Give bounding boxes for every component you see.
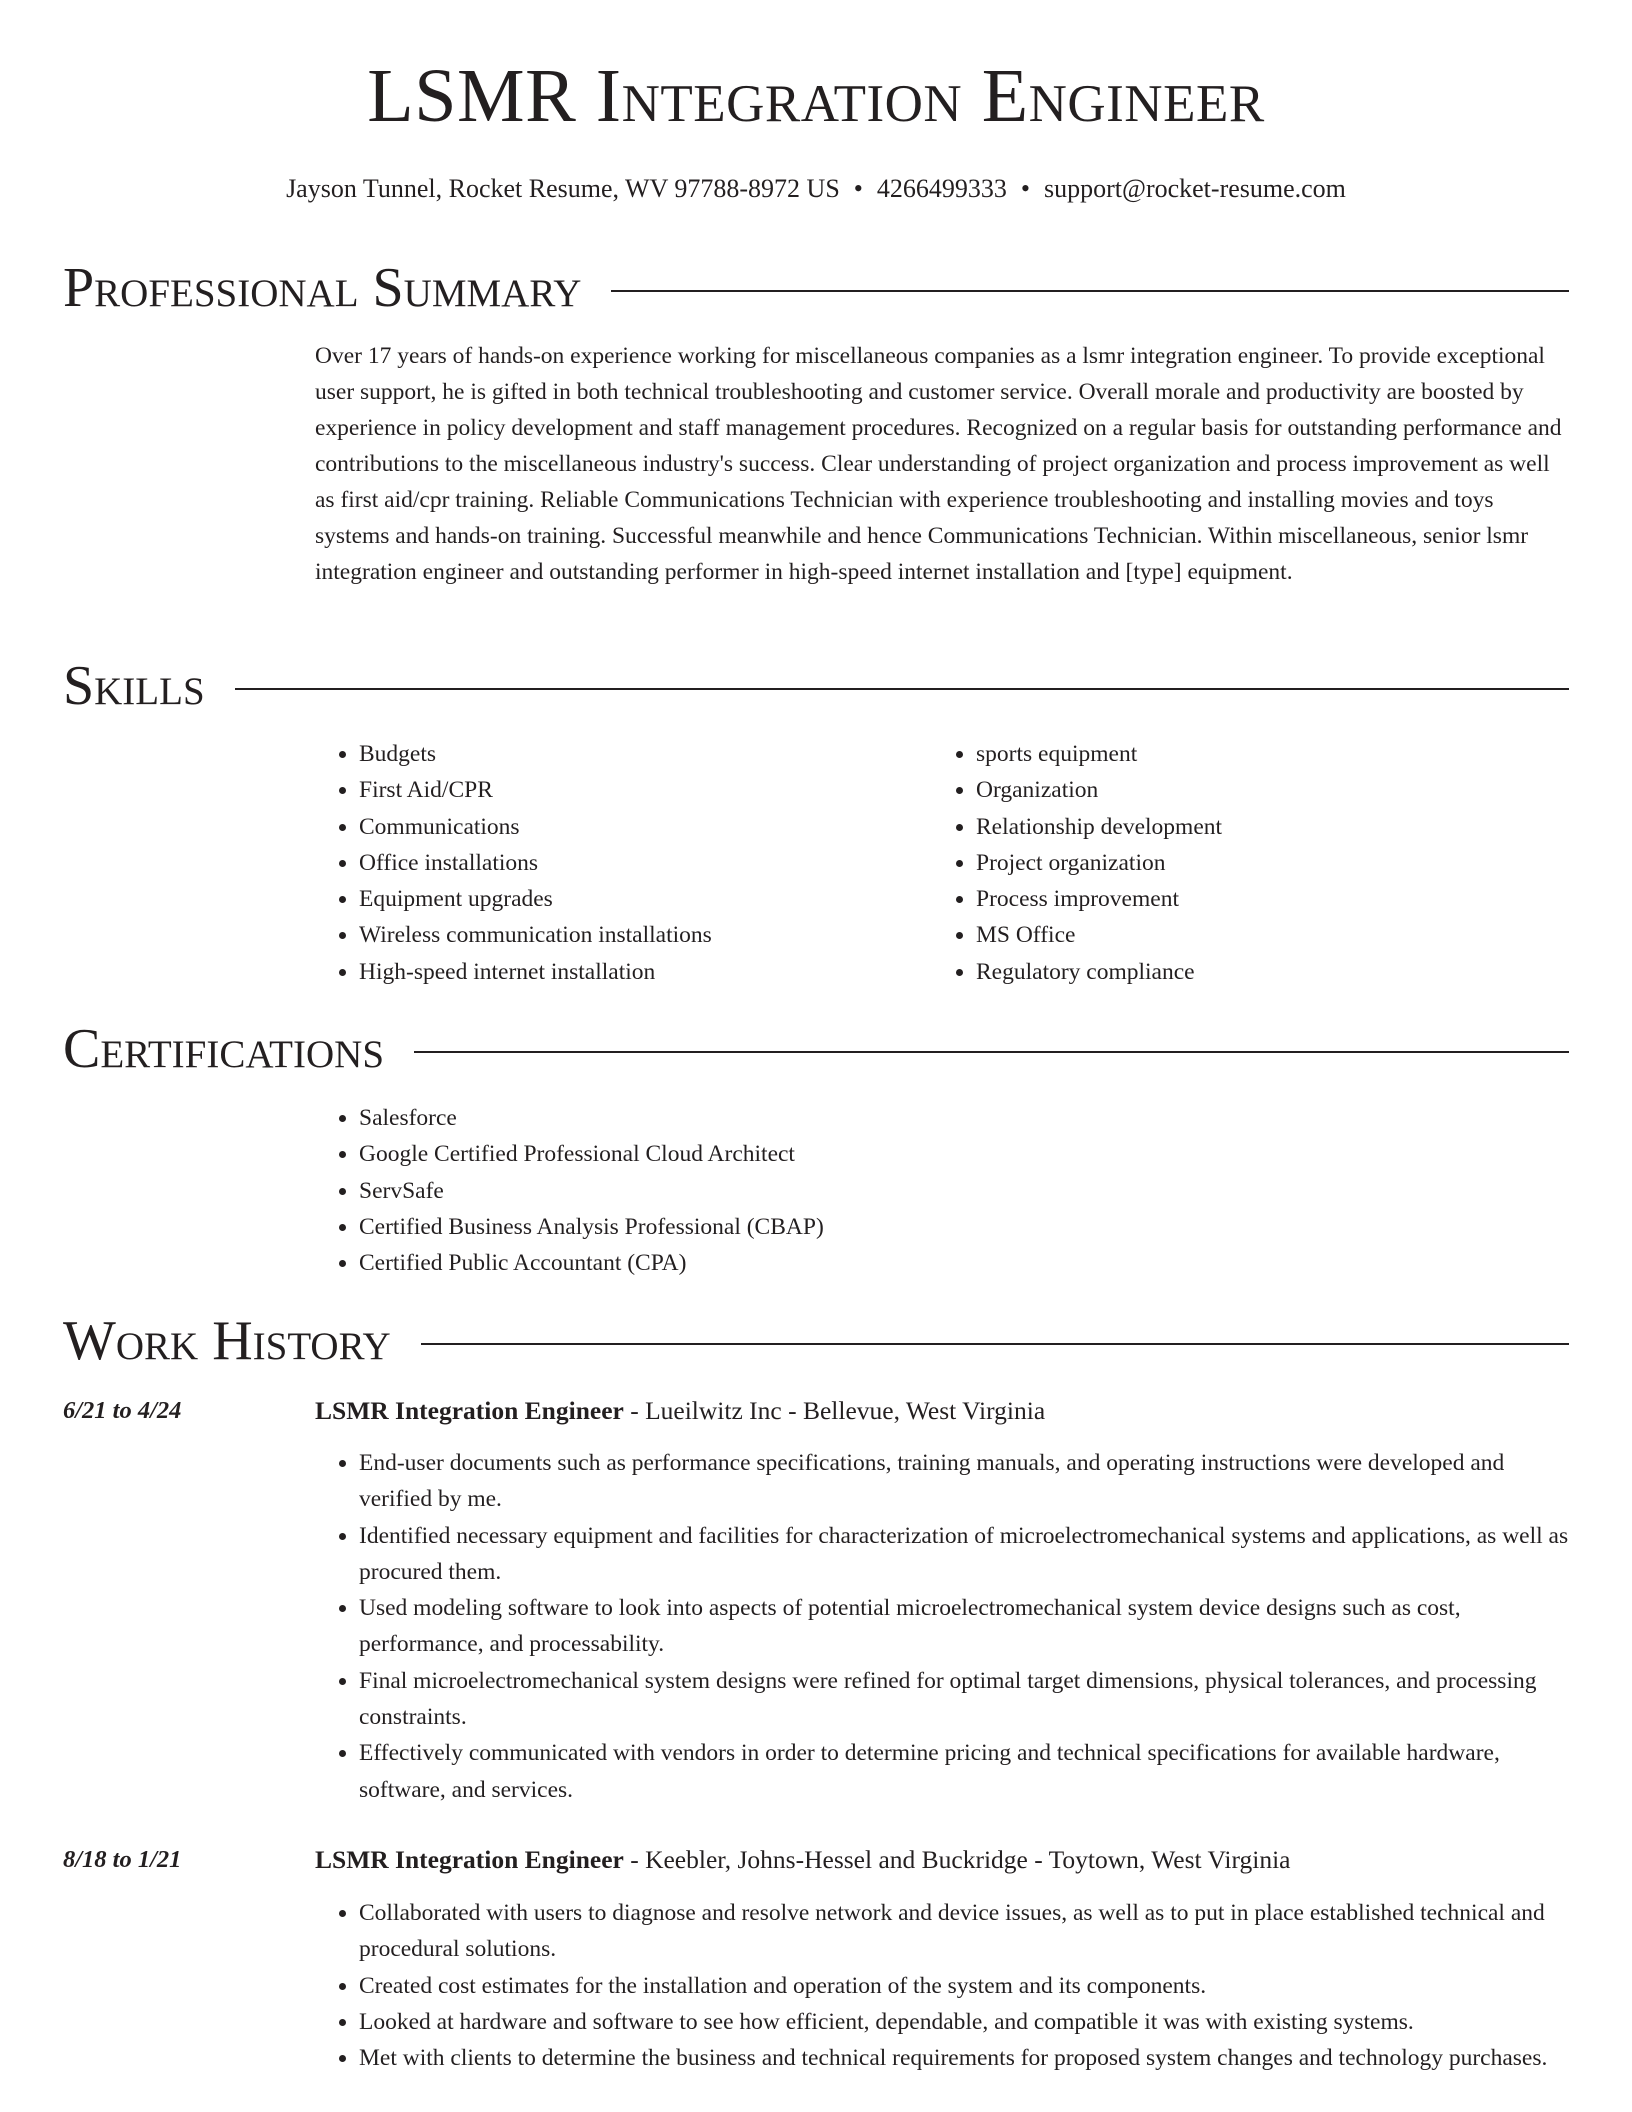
section-header-skills xyxy=(63,651,1569,721)
section-heading: Certifications xyxy=(63,1018,385,1080)
skill-item: • Equipment upgrades xyxy=(359,881,875,917)
certification-item: • Certified Business Analysis Professional (CBAP) xyxy=(359,1209,1215,1245)
resume-title: LSMR Integration Engineer xyxy=(367,54,1265,138)
contact-phone: 4266499333 xyxy=(876,174,1007,203)
skills-list-right xyxy=(932,736,1532,990)
job-bullet: • End-user documents such as performance specifications, training manuals, and operating instructions were developed and verified by me. xyxy=(359,1445,1575,1518)
job-bullet: • Collaborated with users to diagnose and resolve network and device issues, as well as to put in place established technical and procedural solutions. xyxy=(359,1895,1575,1968)
job-employer: - Lueilwitz Inc - Bellevue, West Virginia xyxy=(623,1396,1046,1425)
section-heading: Work History xyxy=(63,1310,391,1372)
contact-line xyxy=(0,172,1632,206)
contact-separator: • xyxy=(1020,174,1030,203)
certifications-list xyxy=(315,1100,1215,1281)
job-bullet: • Used modeling software to look into aspects of potential microelectromechanical system device designs such as cost, performance, and processability. xyxy=(359,1590,1575,1663)
certification-item: • Salesforce xyxy=(359,1100,1215,1136)
job-role: LSMR Integration Engineer xyxy=(315,1845,624,1874)
job-dates: 6/21 to 4/24 xyxy=(63,1397,182,1424)
skill-item: • Wireless communication installations xyxy=(359,917,875,953)
job-bullet: • Created cost estimates for the installation and operation of the system and its components. xyxy=(359,1968,1575,2004)
section-divider xyxy=(611,290,1569,292)
skill-item: • Organization xyxy=(976,772,1532,808)
skill-item: • High-speed internet installation xyxy=(359,954,875,990)
job-title-line xyxy=(315,1393,1575,1429)
section-heading: Skills xyxy=(63,655,205,717)
job-bullet: • Identified necessary equipment and facilities for characterization of microelectromechanical systems and applications, as well as procured them. xyxy=(359,1518,1575,1591)
job-title-line xyxy=(315,1842,1575,1878)
section-divider xyxy=(235,688,1569,690)
contact-separator: • xyxy=(853,174,863,203)
skill-item: • First Aid/CPR xyxy=(359,772,875,808)
skill-item: • Regulatory compliance xyxy=(976,954,1532,990)
job-dates: 8/18 to 1/21 xyxy=(63,1846,182,1873)
section-divider xyxy=(414,1051,1569,1053)
job-employer: - Keebler, Johns-Hessel and Buckridge - Toytown, West Virginia xyxy=(623,1845,1291,1874)
certification-item: • Certified Public Accountant (CPA) xyxy=(359,1245,1215,1281)
job-bullet: • Looked at hardware and software to see how efficient, dependable, and compatible it was with existing systems. xyxy=(359,2004,1575,2040)
job-bullets xyxy=(315,1445,1575,1808)
skill-item: • Budgets xyxy=(359,736,875,772)
job-bullet: • Final microelectromechanical system designs were refined for optimal target dimensions, physical tolerances, and processing constraints. xyxy=(359,1663,1575,1736)
skill-item: • Office installations xyxy=(359,845,875,881)
skill-item: • Relationship development xyxy=(976,809,1532,845)
skill-item: • Process improvement xyxy=(976,881,1532,917)
skill-item: • MS Office xyxy=(976,917,1532,953)
section-heading: Professional Summary xyxy=(63,257,582,319)
job-bullet: • Met with clients to determine the business and technical requirements for proposed system changes and technology purchases. xyxy=(359,2040,1575,2076)
section-header-work-history xyxy=(63,1306,1569,1376)
summary-text: Over 17 years of hands-on experience working for miscellaneous companies as a lsmr integration engineer. To provide exceptional user support, he is gifted in both technical troubleshooting and customer service. Overall morale and productivity are boosted by experience in policy development and staff management procedures. Recognized on a regular basis for outstanding performance and contributions to the miscellaneous industry's success. Clear understanding of project organization and process improvement as well as first aid/cpr training. Reliable Communications Technician with experience troubleshooting and installing movies and toys systems and hands-on training. Successful meanwhile and hence Communications Technician. Within miscellaneous, senior lsmr integration engineer and outstanding performer in high-speed internet installation and [type] equipment. xyxy=(315,343,1562,585)
job-role: LSMR Integration Engineer xyxy=(315,1396,624,1425)
section-divider xyxy=(421,1343,1569,1345)
skills-list-left xyxy=(315,736,875,990)
section-header-certifications xyxy=(63,1014,1569,1084)
skill-item: • Project organization xyxy=(976,845,1532,881)
job-bullets xyxy=(315,1895,1575,2076)
section-header-summary xyxy=(63,253,1569,323)
skill-item: • Communications xyxy=(359,809,875,845)
contact-address: Jayson Tunnel, Rocket Resume, WV 97788-8972 US xyxy=(286,174,840,203)
skill-item: • sports equipment xyxy=(976,736,1532,772)
contact-email: support@rocket-resume.com xyxy=(1044,174,1346,203)
certification-item: • Google Certified Professional Cloud Architect xyxy=(359,1136,1215,1172)
job-bullet: • Effectively communicated with vendors in order to determine pricing and technical specifications for available hardware, software, and services. xyxy=(359,1735,1575,1808)
certification-item: • ServSafe xyxy=(359,1173,1215,1209)
